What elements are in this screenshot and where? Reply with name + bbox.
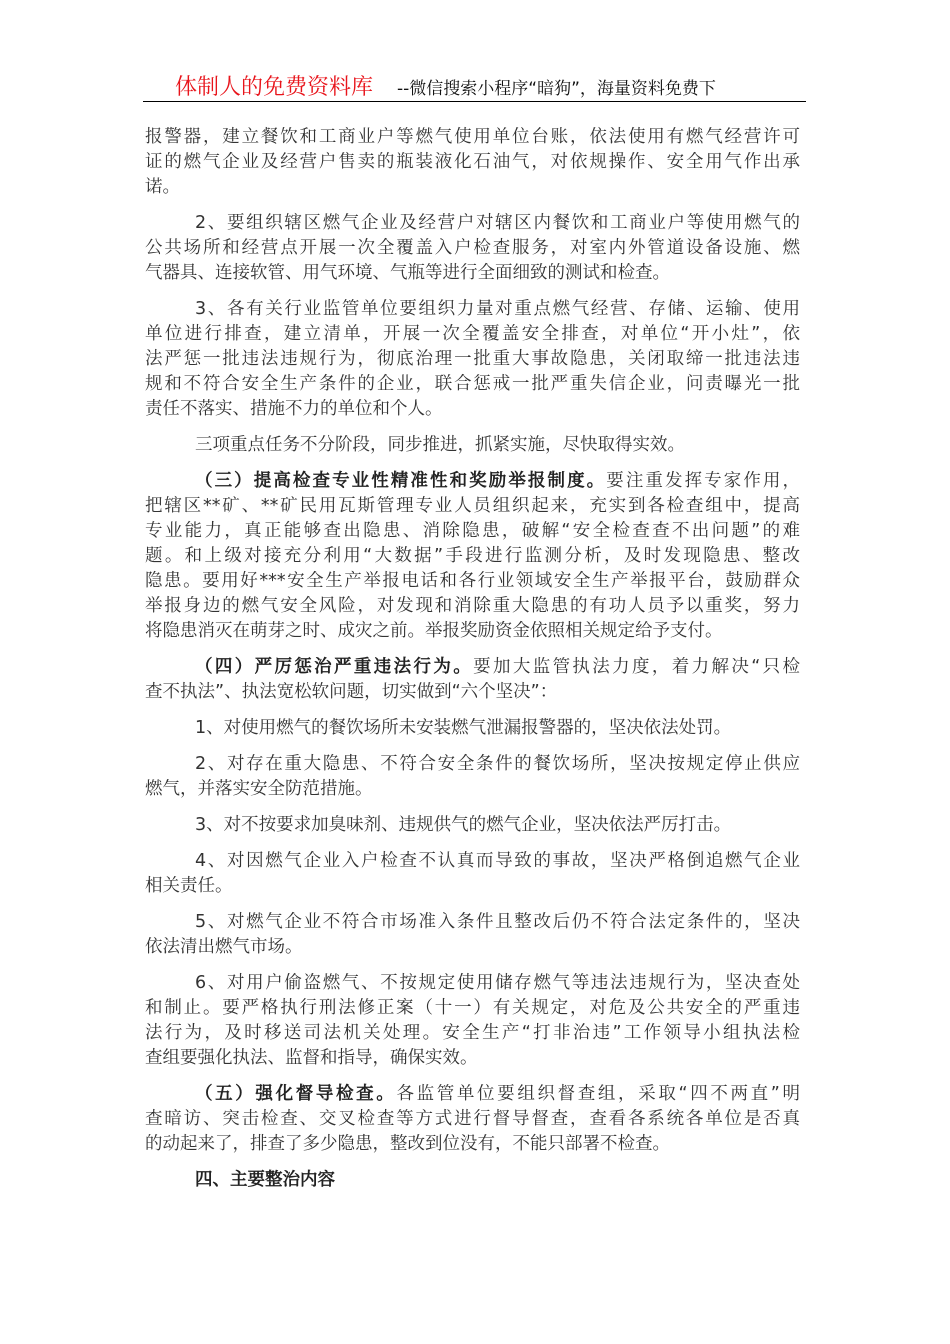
text-line — [145, 469, 800, 494]
text-line: 3、对不按要求加臭味剂、违规供气的燃气企业，坚决依法严厉打击。 — [195, 815, 732, 835]
text-line — [145, 655, 800, 680]
paragraph — [145, 971, 800, 1071]
text-line: 单位进行排查，建立清单，开展一次全覆盖安全排查，对单位“开小灶”，依 — [145, 324, 800, 344]
text-line: 气器具、连接软管、用气环境、气瓶等进行全面细致的测试和检查。 — [145, 263, 670, 283]
text-line: 专业能力，真正能够查出隐患、消除隐患，破解“安全检查查不出问题”的难 — [145, 521, 800, 541]
text-line: 查组要强化执法、监督和指导，确保实效。 — [145, 1048, 478, 1068]
paragraph — [145, 125, 800, 200]
text-line: 2、要组织辖区燃气企业及经营户对辖区内餐饮和工商业户等使用燃气的 — [195, 213, 800, 233]
text-line: 2、对存在重大隐患、不符合安全条件的餐饮场所，坚决按规定停止供应 — [195, 754, 800, 774]
text-line: 查不执法”、执法宽松软问题，切实做到“六个坚决”： — [145, 682, 558, 702]
text-line: 题。和上级对接充分利用“大数据”手段进行监测分析，及时发现隐患、整改 — [145, 546, 800, 566]
text-line: 四、主要整治内容 — [195, 1170, 335, 1190]
paragraph — [145, 849, 800, 899]
paragraph — [145, 211, 800, 286]
paragraph — [145, 910, 800, 960]
paragraph — [145, 1082, 800, 1157]
paragraph-text: 各监管单位要组织督查组，采取“四不两直”明 — [396, 1084, 800, 1104]
text-line: 诺。 — [145, 177, 180, 197]
paragraph-text: 要加大监管执法力度，着力解决“只检 — [473, 657, 800, 677]
header-brand: 体制人的免费资料库 — [175, 75, 374, 100]
paragraph-lead: （五）强化督导检查。 — [195, 1084, 397, 1104]
text-line: 法行为，及时移送司法机关处理。安全生产“打非治违”工作领导小组执法检 — [145, 1023, 800, 1043]
text-line: 查暗访、突击检查、交叉检查等方式进行督导督查，查看各系统各单位是否真 — [145, 1109, 800, 1129]
text-line: 隐患。要用好***安全生产举报电话和各行业领域安全生产举报平台，鼓励群众 — [145, 571, 800, 591]
text-line: 责任不落实、措施不力的单位和个人。 — [145, 399, 443, 419]
text-line: 的动起来了，排查了多少隐患，整改到位没有，不能只部署不检查。 — [145, 1134, 670, 1154]
text-line: 3、各有关行业监管单位要组织力量对重点燃气经营、存储、运输、使用 — [195, 299, 800, 319]
text-line: 5、对燃气企业不符合市场准入条件且整改后仍不符合法定条件的，坚决 — [195, 912, 800, 932]
text-line: 公共场所和经营点开展一次全覆盖入户检查服务，对室内外管道设备设施、燃 — [145, 238, 800, 258]
paragraph — [145, 655, 800, 705]
text-line: 1、对使用燃气的餐饮场所未安装燃气泄漏报警器的，坚决依法处罚。 — [195, 718, 732, 738]
text-line: 举报身边的燃气安全风险，对发现和消除重大隐患的有功人员予以重奖，努力 — [145, 596, 800, 616]
paragraph — [145, 297, 800, 422]
text-line: 4、对因燃气企业入户检查不认真而导致的事故，坚决严格倒追燃气企业 — [195, 851, 800, 871]
document-body — [145, 125, 800, 1204]
page-header — [143, 70, 806, 102]
text-line: 法严惩一批违法违规行为，彻底治理一批重大事故隐患，关闭取缔一批违法违 — [145, 349, 800, 369]
paragraph — [145, 752, 800, 802]
paragraph-text: 要注重发挥专家作用， — [606, 471, 800, 491]
text-line: 燃气，并落实安全防范措施。 — [145, 779, 373, 799]
paragraph-lead: （四）严厉惩治严重违法行为。 — [195, 657, 474, 677]
text-line: 6、对用户偷盗燃气、不按规定使用储存燃气等违法违规行为，坚决查处 — [195, 973, 800, 993]
text-line: 规和不符合安全生产条件的企业，联合惩戒一批严重失信企业，问责曝光一批 — [145, 374, 800, 394]
text-line: 把辖区**矿、**矿民用瓦斯管理专业人员组织起来，充实到各检查组中，提高 — [145, 496, 800, 516]
paragraph — [145, 716, 800, 741]
text-line: 相关责任。 — [145, 876, 233, 896]
paragraph — [145, 813, 800, 838]
paragraph — [145, 469, 800, 644]
paragraph-lead: （三）提高检查专业性精准性和奖励举报制度。 — [195, 471, 607, 491]
text-line: 将隐患消灭在萌芽之时、成灾之前。举报奖励资金依照相关规定给予支付。 — [145, 621, 723, 641]
text-line: 依法清出燃气市场。 — [145, 937, 303, 957]
section-heading — [145, 1168, 800, 1193]
text-line: 和制止。要严格执行刑法修正案（十一）有关规定，对危及公共安全的严重违 — [145, 998, 800, 1018]
header-tagline: --微信搜索小程序“暗狗”，海量资料免费下 — [397, 79, 716, 99]
text-line: 报警器，建立餐饮和工商业户等燃气使用单位台账，依法使用有燃气经营许可 — [145, 127, 800, 147]
text-line: 三项重点任务不分阶段，同步推进，抓紧实施，尽快取得实效。 — [195, 435, 685, 455]
text-line: 证的燃气企业及经营户售卖的瓶装液化石油气，对依规操作、安全用气作出承 — [145, 152, 800, 172]
paragraph — [145, 433, 800, 458]
text-line — [145, 1082, 800, 1107]
